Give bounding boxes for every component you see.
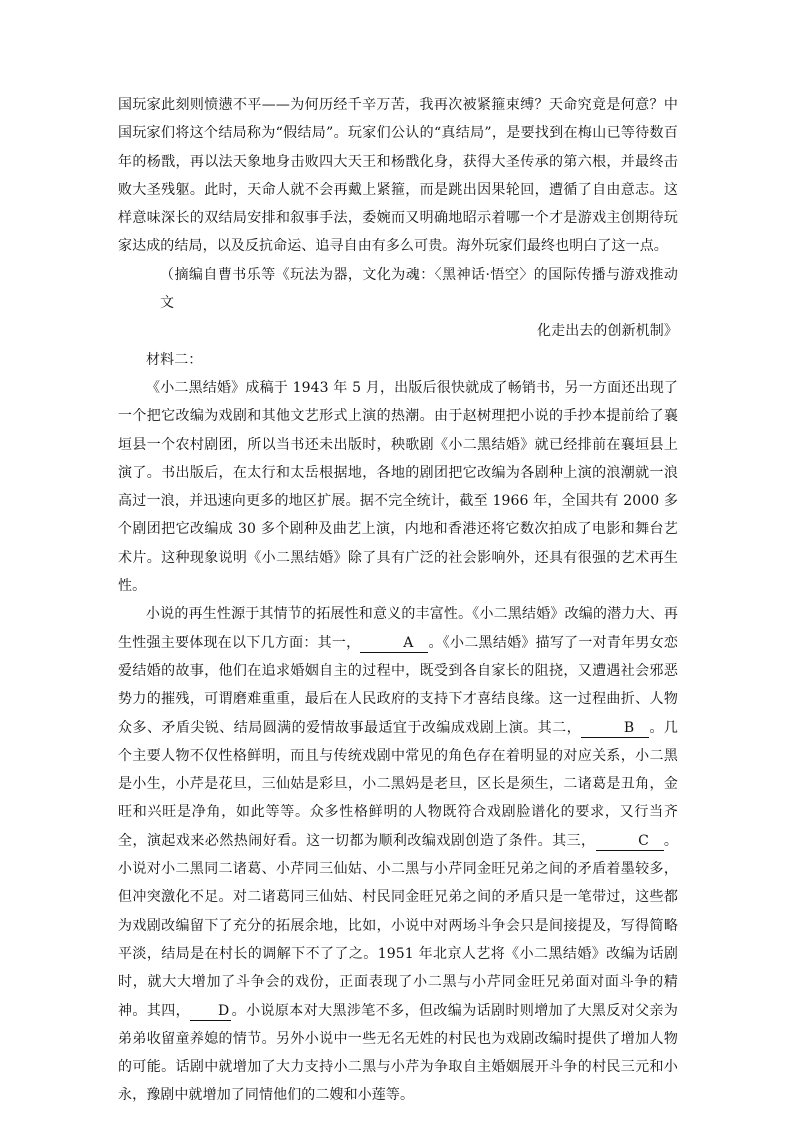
p3-text-after-b: 。几个主要人物不仅性格鲜明，而且与传统戏剧中常见的角色存在着明显的对应关系，小二黑是小生，小芹是花旦，三仙姑是彩旦，小二黑妈是老旦，区长是须生，二诸葛是丑角，金旺和兴旺是净角，如此等等。众多性格鲜明的人物既符合戏剧脸谱化的要求，又行当齐全，演起戏来必然热闹好看。这一切都为顺利改编戏剧创造了条件。其三， (118, 719, 679, 849)
paragraph-regeneration (118, 600, 678, 1109)
p3-text-after-c: 。小说对小二黑同二诸葛、小芹同三仙姑、小二黑与小芹同金旺兄弟之间的矛盾着墨较多，但冲突激化不足。对二诸葛同三仙姑、村民同金旺兄弟之间的矛盾只是一笔带过，这些都为戏剧改编留下了充分的拓展余地，比如，小说中对两场斗争会只是间接提及，写得简略平淡，结局是在村长的调解下不了了之。1951 年北京人艺将《小二黑结婚》改编为话剧时，就大大增加了斗争会的戏份，正面表现了小二黑与小芹同金旺兄弟面对面斗争的精神。其四， (118, 832, 678, 1019)
paragraph-material-one-end: 国玩家此刻则愤懑不平——为何历经千辛万苦，我再次被紧箍束缚？天命究竟是何意？中国玩家们将这个结局称为“假结局”。玩家们公认的“真结局”，是要找到在梅山已等待数百年的杨戬，再以法天象地身击败四大天王和杨戬化身，获得大圣传承的第六根，并最终击败大圣残躯。此时，天命人就不会再戴上紧箍，而是跳出因果轮回，遭循了自由意志。这样意味深长的双结局安排和叙事手法，委婉而又明确地昭示着哪一个才是游戏主创期待玩家达成的结局，以及反抗命运、追寻自由有多么可贵。海外玩家们最终也明白了这一点。 (118, 97, 678, 255)
p3-text-after-a: 。《小二黑结婚》描写了一对青年男女恋爱结婚的故事，他们在追求婚姻自主的过程中，既受到各自家长的阻挠，又遭遇社会邪恶势力的摧残，可谓磨难重重，最后在人民政府的支持下才喜结良缘。这一过程曲折、人物众多、矛盾尖锐、结局圆满的爱情故事最适宜于改编成戏剧上演。其二， (118, 634, 678, 736)
source-citation-line-2: 化走出去的创新机制》 (537, 323, 678, 340)
blank-b: B (581, 719, 649, 738)
paragraph-material-two-intro: 《小二黑结婚》成稿于 1943 年 5 月，出版后很快就成了畅销书，另一方面还出现了一个把它改编为戏剧和其他文艺形式上演的热潮。由于赵树理把小说的手抄本提前给了襄垣县一个农村剧团，所以当书还未出版时，秧歌剧《小二黑结婚》就已经排前在襄垣县上演了。书出版后，在太行和太岳根据地，各地的剧团把它改编为各剧种上演的浪潮就一浪高过一浪，并迅速向更多的地区扩展。据不完全统计，截至 1966 年，全国共有 2000 多个剧团把它改编成 30 多个剧种及曲艺上演，内地和香港还将它数次拍成了电影和舞台艺术片。这种现象说明《小二黑结婚》除了具有广泛的社会影响外，还具有很强的艺术再生性。 (118, 379, 678, 595)
material-two-label: 材料二： (146, 351, 203, 368)
blank-a: A (360, 634, 428, 653)
source-citation-line-1: （摘编自曹书乐等《玩法为器，文化为魂：〈黑神话·悟空〉的国际传播与游戏推动文 (160, 266, 678, 312)
document-page (118, 91, 678, 1110)
p3-intro-text: 小说的再生性源于其情节的拓展性和意义的丰富性。《小二黑结婚》改编的潜力大、再生性强主要体现在以下几方面：其一， (118, 606, 678, 651)
blank-d: D (190, 1002, 231, 1021)
blank-c: C (596, 832, 664, 851)
p3-text-after-d: 。小说原本对大黑涉笔不多，但改编为话剧时则增加了大黑反对父亲为弟弟收留童养媳的情节。另外小说中一些无名无姓的村民也为戏剧改编时提供了增加人物的可能。话剧中就增加了大力支持小二黑与小芹为争取自主婚姻展开斗争的村民三元和小永，豫剧中就增加了同情他们的二嫂和小莲等。 (118, 1002, 678, 1104)
